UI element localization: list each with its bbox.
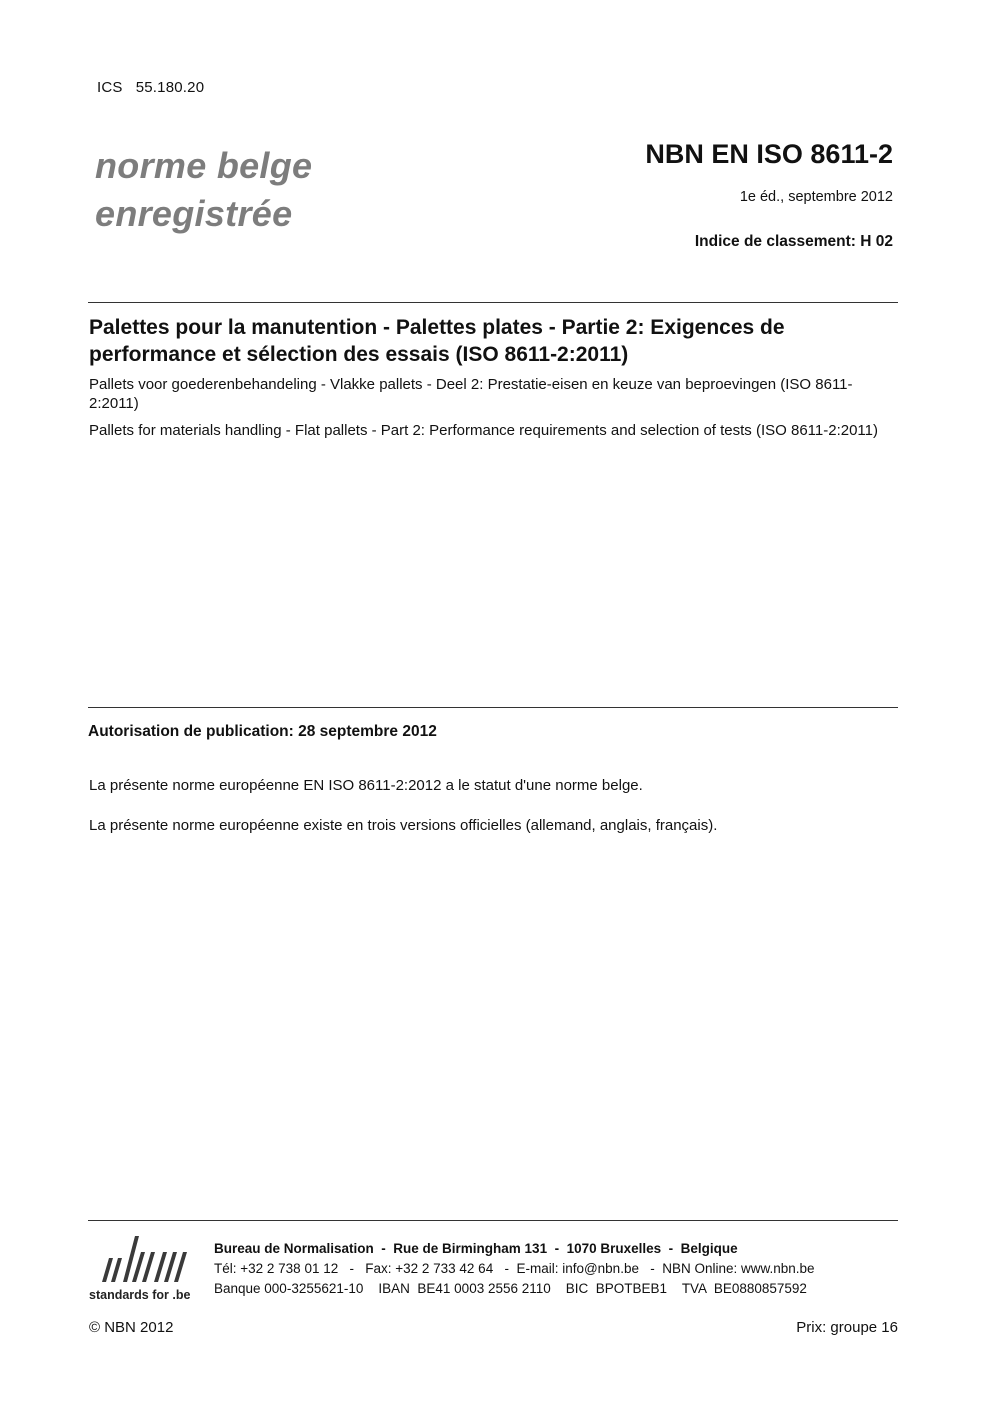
norm-label-line1: norme belge bbox=[95, 145, 313, 186]
copyright: © NBN 2012 bbox=[89, 1319, 174, 1336]
norm-label bbox=[95, 142, 312, 238]
bank-line: Banque 000-3255621-10 IBAN BE41 0003 2556 2110 BIC BPOTBEB1 TVA BE0880857592 bbox=[214, 1281, 807, 1296]
title-english: Pallets for materials handling - Flat pallets - Part 2: Performance requirements and selection of tests (ISO 8611-2:2011) bbox=[89, 422, 878, 439]
divider-middle bbox=[88, 707, 898, 708]
classification-index: Indice de classement: H 02 bbox=[694, 233, 893, 250]
status-paragraph: La présente norme européenne EN ISO 8611-2:2012 a le statut d'une norme belge. bbox=[89, 777, 643, 794]
title-dutch: Pallets voor goederenbehandeling - Vlakke pallets - Deel 2: Prestatie-eisen en keuze van beproevingen (ISO 8611-2:2011) bbox=[89, 376, 853, 412]
edition: 1e éd., septembre 2012 bbox=[739, 189, 893, 205]
norm-label-line2: enregistrée bbox=[95, 193, 293, 234]
logo-caption: standards for .be bbox=[89, 1288, 191, 1302]
divider-footer bbox=[88, 1220, 898, 1221]
standard-id: NBN EN ISO 8611-2 bbox=[645, 139, 893, 169]
price-group: Prix: groupe 16 bbox=[796, 1319, 898, 1336]
publication-authorisation: Autorisation de publication: 28 septembre 2012 bbox=[88, 723, 437, 740]
ics-code: ICS 55.180.20 bbox=[97, 79, 205, 96]
title-french: Palettes pour la manutention - Palettes plates - Partie 2: Exigences de performance et sélection des essais (ISO 8611-2:2011) bbox=[89, 316, 785, 366]
contact-line: Tél: +32 2 738 01 12 - Fax: +32 2 733 42 64 - E-mail: info@nbn.be - NBN Online: www.nbn.be bbox=[214, 1261, 815, 1276]
versions-paragraph: La présente norme européenne existe en trois versions officielles (allemand, anglais, français). bbox=[89, 817, 718, 834]
divider-top bbox=[88, 302, 898, 303]
address-line: Bureau de Normalisation - Rue de Birmingham 131 - 1070 Bruxelles - Belgique bbox=[214, 1241, 738, 1256]
